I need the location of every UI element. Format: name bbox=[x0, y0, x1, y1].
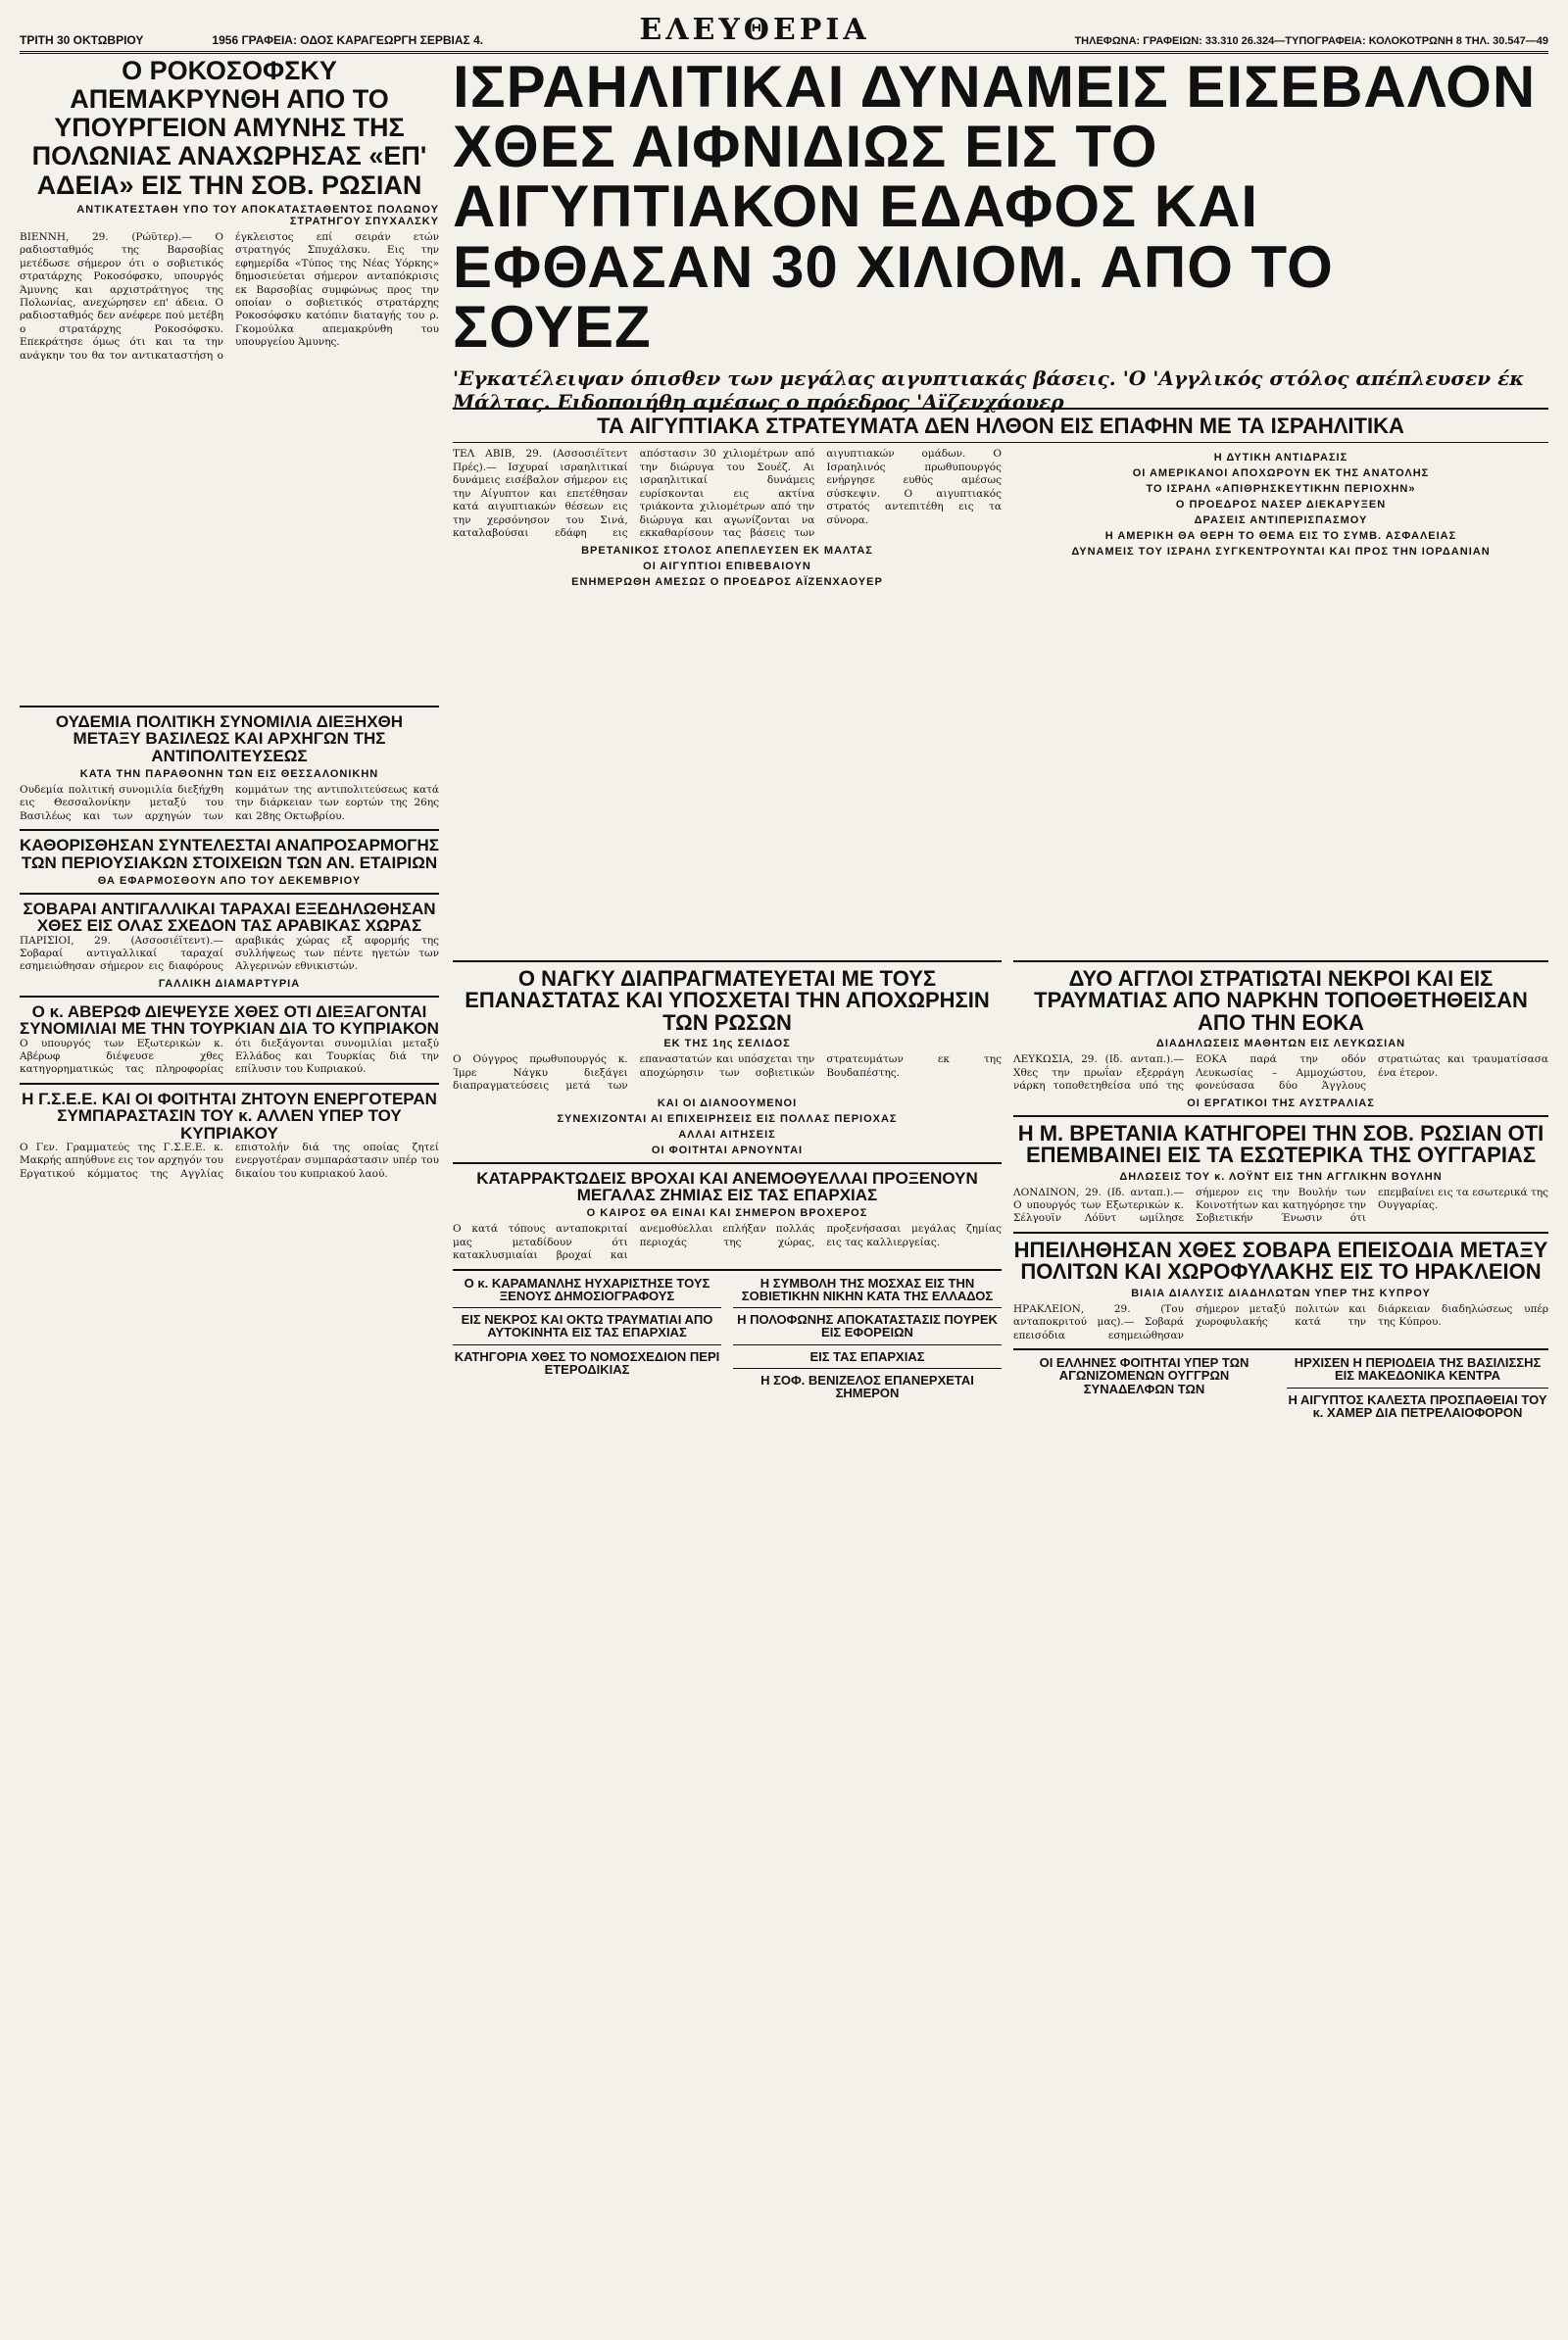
eoka-sub-australia: ΟΙ ΕΡΓΑΤΙΚΟΙ ΤΗΣ ΑΥΣΤΡΑΛΙΑΣ bbox=[1187, 1097, 1375, 1109]
egypt-sub-confirm: ΟΙ ΑΙΓΥΠΤΙΟΙ ΕΠΙΒΕΒΑΙΟΥΝ bbox=[643, 560, 811, 572]
oil-headline: Η ΑΙΓΥΠΤΟΣ ΚΑΛΕΣΤΑ ΠΡΟΣΠΑΘΕΙΑΙ ΤΟΥ κ. ΧΑΜΕΡ ΔΙΑ ΠΕΤΡΕΛΑΙΟΦΟΡΟΝ bbox=[1288, 1391, 1547, 1420]
eoka-sub: ΔΙΑΔΗΛΩΣΕΙΣ ΜΑΘΗΤΩΝ ΕΙΣ ΛΕΥΚΩΣΙΑΝ bbox=[1155, 1038, 1406, 1050]
averoff-body: Ο υπουργός των Εξωτερικών κ. Αβέρωφ διέψευσε χθες κατηγορηματικώς τας πληροφορίας ότι διεξάγονται συνομιλίαι μεταξύ Ελλάδος και Τουρκίας διά την επίλυσιν του Κυπριακού. bbox=[20, 1037, 439, 1076]
nagy-sub-intellectuals: ΚΑΙ ΟΙ ΔΙΑΝΟΟΥΜΕΝΟΙ bbox=[657, 1097, 798, 1109]
king-story-sub: ΚΑΤΑ ΤΗΝ ΠΑΡΑΘΟΝΗΝ ΤΩΝ ΕΙΣ ΘΕΣΣΑΛΟΝΙΚΗΝ bbox=[79, 767, 379, 780]
right-column bbox=[1013, 954, 1548, 1419]
king-story-headline: ΟΥΔΕΜΙΑ ΠΟΛΙΤΙΚΗ ΣΥΝΟΜΙΛΙΑ ΔΙΕΞΗΧΘΗ ΜΕΤΑΞΥ ΒΑΣΙΛΕΩΣ ΚΑΙ ΑΡΧΗΓΩΝ ΤΗΣ ΑΝΤΙΠΟΛΙΤΕΥΣΕΩΣ bbox=[55, 712, 404, 765]
eoka-headline: ΔΥΟ ΑΓΓΛΟΙ ΣΤΡΑΤΙΩΤΑΙ ΝΕΚΡΟΙ ΚΑΙ ΕΙΣ ΤΡΑΥΜΑΤΙΑΣ ΑΠΟ ΝΑΡΚΗΝ ΤΟΠΟΘΕΤΗΘΕΙΣΑΝ ΑΠΟ ΤΗΝ ΕΟΚΑ bbox=[1034, 966, 1528, 1035]
rain-body: Ο κατά τόπους ανταποκριταί μας μεταδίδουν ότι κατακλυσμιαίαι βροχαί και ανεμοθύελλαι επλήξαν πολλάς περιοχάς της χώρας, προξενήσασαι μεγάλας ζημίας εις τας καλλιεργείας. bbox=[453, 1223, 1002, 1262]
nagy-sub: ΕΚ ΤΗΣ 1ης ΣΕΛΙΔΟΣ bbox=[663, 1038, 791, 1050]
egypt-sub-security-council: Η ΑΜΕΡΙΚΗ ΘΑ ΘΕΡΗ ΤΟ ΘΕΜΑ ΕΙΣ ΤΟ ΣΥΜΒ. ΑΣΦΑΛΕΙΑΣ bbox=[1104, 530, 1457, 543]
egypt-sub-americans: ΟΙ ΑΜΕΡΙΚΑΝΟΙ ΑΠΟΧΩΡΟΥΝ ΕΚ ΤΗΣ ΑΝΑΤΟΛΗΣ bbox=[1132, 467, 1430, 480]
accident-headline: ΕΙΣ ΝΕΚΡΟΣ ΚΑΙ ΟΚΤΩ ΤΡΑΥΜΑΤΙΑΙ ΑΠΟ ΑΥΤΟΚΙΝΗΤΑ ΕΙΣ ΤΑΣ ΕΠΑΡΧΙΑΣ bbox=[461, 1312, 713, 1341]
provinces-headline: ΕΙΣ ΤΑΣ ΕΠΑΡΧΙΑΣ bbox=[809, 1348, 925, 1364]
egypt-feature bbox=[453, 402, 1548, 592]
rokossovsky-story bbox=[20, 57, 439, 363]
venizelos-headline: Η ΣΟΦ. ΒΕΝΙΖΕΛΟΣ ΕΠΑΝΕΡΧΕΤΑΙ ΣΗΜΕΡΟΝ bbox=[760, 1372, 974, 1401]
heraklion-body: ΗΡΑΚΛΕΙΟΝ, 29. (Του ανταποκριτού μας).— Σοβαρά επεισόδια εσημειώθησαν σήμερον μεταξύ πολιτών και χωροφυλακής κατά την διάρκειαν διαδηλώσεως υπέρ της Κύπρου. bbox=[1013, 1302, 1548, 1341]
israel-banner bbox=[453, 54, 1548, 417]
companies-sub: ΘΑ ΕΦΑΡΜΟΣΘΟΥΝ ΑΠΟ ΤΟΥ ΔΕΚΕΜΒΡΙΟΥ bbox=[97, 874, 362, 887]
newspaper-title: ΕΛΕΥΘΕΡΙΑ bbox=[639, 13, 870, 47]
rokossovsky-subhead: ΑΝΤΙΚΑΤΕΣΤΑΘΗ ΥΠΟ ΤΟΥ ΑΠΟΚΑΤΑΣΤΑΘΕΝΤΟΣ ΠΟΛΩΝΟΥ ΣΤΡΑΤΗΓΟΥ ΣΠΥΧΑΛΣΚΥ bbox=[76, 203, 439, 227]
arab-riots-body: ΠΑΡΙΣΙΟΙ, 29. (Ασσοσιέϊτεντ).— Σοβαραί αντιγαλλικαί ταραχαί εσημειώθησαν σήμερον εις διαφόρους αραβικάς χώρας εξ αφορμής της συλλήψεως των πέντε ηγετών των Αλγερινών εθνικιστών. bbox=[20, 934, 439, 973]
arab-riots-sub: ΓΑΛΛΙΚΗ ΔΙΑΜΑΡΤΥΡΙΑ bbox=[158, 977, 301, 990]
egypt-sub-eisenhower: ΕΝΗΜΕΡΩΘΗ ΑΜΕΣΩΣ Ο ΠΡΟΕΔΡΟΣ ΑΪΖΕΝΧΑΟΥΕΡ bbox=[571, 575, 883, 588]
eoka-body: ΛΕΥΚΩΣΙΑ, 29. (Ιδ. ανταπ.).— Χθες την πρωΐαν εξερράγη νάρκη τοποθετηθείσα υπό της ΕΟΚΑ παρά την οδόν Λευκωσίας – Αμμοχώστου, φονεύσασα δύο Άγγλους στρατιώτας και τραυματίσασα ένα έτερον. bbox=[1013, 1053, 1548, 1093]
queen-headline: ΗΡΧΙΣΕΝ Η ΠΕΡΙΟΔΕΙΑ ΤΗΣ ΒΑΣΙΛΙΣΣΗΣ ΕΙΣ ΜΑΚΕΔΟΝΙΚΑ ΚΕΝΤΡΑ bbox=[1294, 1355, 1542, 1384]
heterodikia-headline: ΚΑΤΗΓΟΡΙΑ ΧΘΕΣ ΤΟ ΝΟΜΟΣΧΕΔΙΟΝ ΠΕΡΙ ΕΤΕΡΟΔΙΚΙΑΣ bbox=[454, 1348, 720, 1377]
middle-column bbox=[453, 954, 1002, 1399]
king-story-body: Ουδεμία πολιτική συνομιλία διεξήχθη εις Θεσσαλονίκην μεταξύ του Βασιλέως και των αρχηγών των κομμάτων της αντιπολιτεύσεως κατά την διάρκειαν των εορτών της 26ης και 28ης Οκτωβρίου. bbox=[20, 783, 439, 822]
left-column bbox=[20, 700, 439, 1181]
office-address: 1956 ΓΡΑΦΕΙΑ: ΟΔΟΣ ΚΑΡΑΓΕΩΡΓΗ ΣΕΡΒΙΑΣ 4. bbox=[212, 33, 484, 47]
egypt-sub-jordan: ΔΥΝΑΜΕΙΣ ΤΟΥ ΙΣΡΑΗΛ ΣΥΓΚΕΝΤΡΟΥΝΤΑΙ ΚΑΙ ΠΡΟΣ ΤΗΝ ΙΟΡΔΑΝΙΑΝ bbox=[1071, 546, 1491, 559]
heraklion-sub: ΒΙΑΙΑ ΔΙΑΛΥΣΙΣ ΔΙΑΔΗΛΩΤΩΝ ΥΠΕΡ ΤΗΣ ΚΥΠΡΟΥ bbox=[1131, 1287, 1431, 1299]
rokossovsky-body: ΒΙΕΝΝΗ, 29. (Ρώϋτερ).— Ο ραδιοσταθμός της Βαρσοβίας μετέδωσε σήμερον ότι ο σοβιετικός στρατάρχης Ροκοσόφσκυ, υπουργός Άμυνης και αρχιστράτηγος της Πολωνίας, ανεχώρησεν επ' άδεια. Ο ραδιοσταθμός δεν ανέφερε πού μετέβη ο στρατάρχης Ροκοσόφσκυ. Επεκράτησε όμως ότι και τα την ανάγκην του θα τον αντικαταστήση ο έγκλειστος επί σειράν ετών στρατηγός Σπυχάλσκυ. Εις την εφημερίδα «Τύπος της Νέας Υόρκης» δημοσιεύεται σήμερον ανταπόκρισις εκ Βαρσοβίας συμφώνως προς την οποίαν ο σοβιετικός στρατάρχης Ροκοσόφσκυ κατόπιν διαταγής του ρ. Γκομούλκα απεμακρύνθη του υπουργείου Άμυνης. bbox=[20, 230, 439, 362]
rokossovsky-headline: Ο ΡΟΚΟΣΟΦΣΚΥ ΑΠΕΜΑΚΡΥΝΘΗ ΑΠΟ ΤΟ ΥΠΟΥΡΓΕΙΟΝ ΑΜΥΝΗΣ ΤΗΣ ΠΟΛΩΝΙΑΣ ΑΝΑΧΩΡΗΣΑΣ «ΕΠ' ΑΔΕΙΑ» ΕΙΣ ΤΗΝ ΣΟΒ. ΡΩΣΙΑΝ bbox=[31, 56, 427, 200]
masthead bbox=[20, 14, 1548, 54]
gsee-body: Ο Γεν. Γραμματεύς της Γ.Σ.Ε.Ε. κ. Μακρής απηύθυνε εις τον αρχηγόν του Εργατικού κόμματος της Αγγλίας επιστολήν διά της οποίας ζητεί ενεργοτέραν συμπαράστασιν υπέρ του δικαίου του κυπριακού λαού. bbox=[20, 1141, 439, 1180]
rain-headline: ΚΑΤΑΡΡΑΚΤΩΔΕΙΣ ΒΡΟΧΑΙ ΚΑΙ ΑΝΕΜΟΘΥΕΛΛΑΙ ΠΡΟΞΕΝΟΥΝ ΜΕΓΑΛΑΣ ΖΗΜΙΑΣ ΕΙΣ ΤΑΣ ΕΠΑΡΧΙΑΣ bbox=[476, 1168, 978, 1204]
britain-sub: ΔΗΛΩΣΕΙΣ ΤΟΥ κ. ΛΟΫΝΤ ΕΙΣ ΤΗΝ ΑΓΓΛΙΚΗΝ ΒΟΥΛΗΝ bbox=[1119, 1170, 1443, 1183]
newspaper-page bbox=[20, 14, 1548, 2307]
egypt-sub-nasser: Ο ΠΡΟΕΔΡΟΣ ΝΑΣΕΡ ΔΙΕΚΑΡΥΞΕΝ bbox=[1175, 499, 1387, 512]
rain-sub: Ο ΚΑΙΡΟΣ ΘΑ ΕΙΝΑΙ ΚΑΙ ΣΗΜΕΡΟΝ ΒΡΟΧΕΡΟΣ bbox=[586, 1207, 868, 1220]
egypt-headline: ΤΑ ΑΙΓΥΠΤΙΑΚΑ ΣΤΡΑΤΕΥΜΑΤΑ ΔΕΝ ΗΛΘΟΝ ΕΙΣ ΕΠΑΦΗΝ ΜΕ ΤΑ ΙΣΡΑΗΛΙΤΙΚΑ bbox=[597, 414, 1404, 438]
heraklion-headline: ΗΠΕΙΛΗΘΗΣΑΝ ΧΘΕΣ ΣΟΒΑΡΑ ΕΠΕΙΣΟΔΙΑ ΜΕΤΑΞΥ ΠΟΛΙΤΩΝ ΚΑΙ ΧΩΡΟΦΥΛΑΚΗΣ ΕΙΣ ΤΟ ΗΡΑΚΛΕΙΟΝ bbox=[1013, 1237, 1548, 1285]
britain-body: ΛΟΝΔΙΝΟΝ, 29. (Ιδ. ανταπ.).— Ο υπουργός των Εξωτερικών κ. Σέλγουϊν Λόϋντ ωμίλησε σήμερον εις την Βουλήν των Κοινοτήτων και κατηγόρησε την Σοβιετικήν Ένωσιν ότι επεμβαίνει εις τα εσωτερικά της Ουγγαρίας. bbox=[1013, 1186, 1548, 1225]
egypt-sub-israel: ΤΟ ΙΣΡΑΗΛ «ΑΠΙΘΡΗΣΚΕΥΤΙΚΗΝ ΠΕΡΙΟΧΗΝ» bbox=[1146, 483, 1416, 496]
masthead-left bbox=[20, 33, 568, 47]
issue-date: ΤΡΙΤΗ 30 ΟΚΤΩΒΡΙΟΥ bbox=[20, 33, 144, 47]
nagy-sub-demands: ΑΛΛΑΙ ΑΙΤΗΣΕΙΣ bbox=[678, 1128, 776, 1141]
egypt-sub-fleet: ΒΡΕΤΑΝΙΚΟΣ ΣΤΟΛΟΣ ΑΠΕΠΛΕΥΣΕΝ ΕΚ ΜΑΛΤΑΣ bbox=[581, 544, 873, 557]
moscow-headline: Η ΣΥΜΒΟΛΗ ΤΗΣ ΜΟΣΧΑΣ ΕΙΣ ΤΗΝ ΣΟΒΙΕΤΙΚΗΝ ΝΙΚΗΝ ΚΑΤΑ ΤΗΣ ΕΛΛΑΔΟΣ bbox=[741, 1275, 994, 1303]
banner-deck: 'Εγκατέλειψαν όπισθεν των μεγάλας αιγυπτιακάς βάσεις. 'Ο 'Αγγλικός στόλος απέπλευσεν έκ Μάλτας. Ειδοποιήθη αμέσως ο πρόεδρος 'Αϊζενχάουερ bbox=[453, 366, 1525, 414]
britain-headline: Η Μ. ΒΡΕΤΑΝΙΑ ΚΑΤΗΓΟΡΕΙ ΤΗΝ ΣΟΒ. ΡΩΣΙΑΝ ΟΤΙ ΕΠΕΜΒΑΙΝΕΙ ΕΙΣ ΤΑ ΕΣΩΤΕΡΙΚΑ ΤΗΣ ΟΥΓΓΑΡΙΑΣ bbox=[1017, 1120, 1544, 1168]
egypt-sub-west: Η ΔΥΤΙΚΗ ΑΝΤΙΔΡΑΣΙΣ bbox=[1213, 452, 1348, 464]
tax-headline: Η ΠΟΛΟΦΩΝΗΣ ΑΠΟΚΑΤΑΣΤΑΣΙΣ ΠΟΥΡΕΚ ΕΙΣ ΕΦΟΡΕΙΩΝ bbox=[737, 1312, 998, 1341]
karamanlis-headline: Ο κ. ΚΑΡΑΜΑΝΛΗΣ ΗΥΧΑΡΙΣΤΗΣΕ ΤΟΥΣ ΞΕΝΟΥΣ ΔΗΜΟΣΙΟΓΡΑΦΟΥΣ bbox=[464, 1275, 710, 1303]
egypt-sub-diversion: ΔΡΑΣΕΙΣ ΑΝΤΙΠΕΡΙΣΠΑΣΜΟΥ bbox=[1194, 514, 1368, 527]
averoff-headline: Ο κ. ΑΒΕΡΩΦ ΔΙΕΨΕΥΣΕ ΧΘΕΣ ΟΤΙ ΔΙΕΞΑΓΟΝΤΑΙ ΣΥΝΟΜΙΛΙΑΙ ΜΕ ΤΗΝ ΤΟΥΡΚΙΑΝ ΔΙΑ ΤΟ ΚΥΠΡΙΑΚΟΝ bbox=[20, 1001, 439, 1039]
nagy-sub-operations: ΣΥΝΕΧΙΖΟΝΤΑΙ ΑΙ ΕΠΙΧΕΙΡΗΣΕΙΣ ΕΙΣ ΠΟΛΛΑΣ ΠΕΡΙΟΧΑΣ bbox=[557, 1112, 898, 1125]
students-headline: ΟΙ ΕΛΛΗΝΕΣ ΦΟΙΤΗΤΑΙ ΥΠΕΡ ΤΩΝ ΑΓΩΝΙΖΟΜΕΝΩΝ ΟΥΓΓΡΩΝ ΣΥΝΑΔΕΛΦΩΝ ΤΩΝ bbox=[1039, 1355, 1250, 1396]
arab-riots-headline: ΣΟΒΑΡΑΙ ΑΝΤΙΓΑΛΛΙΚΑΙ ΤΑΡΑΧΑΙ ΕΞΕΔΗΛΩΘΗΣΑΝ ΧΘΕΣ ΕΙΣ ΟΛΑΣ ΣΧΕΔΟΝ ΤΑΣ ΑΡΑΒΙΚΑΣ ΧΩΡΑΣ bbox=[23, 899, 436, 936]
companies-headline: ΚΑΘΟΡΙΣΘΗΣΑΝ ΣΥΝΤΕΛΕΣΤΑΙ ΑΝΑΠΡΟΣΑΡΜΟΓΗΣ ΤΩΝ ΠΕΡΙΟΥΣΙΑΚΩΝ ΣΤΟΙΧΕΙΩΝ ΤΩΝ ΑΝ. ΕΤΑΙΡΙΩΝ bbox=[20, 836, 439, 872]
nagy-body: Ο Ούγγρος πρωθυπουργός κ. Ίμρε Νάγκυ διεξάγει διαπραγματεύσεις μετά των επαναστατών και υπόσχεται την αποχώρησιν των σοβιετικών στρατευμάτων εκ της Βουδαπέστης. bbox=[453, 1053, 1002, 1093]
phone-numbers: ΤΗΛΕΦΩΝΑ: ΓΡΑΦΕΙΩΝ: 33.310 26.324—ΤΥΠΟΓΡΑΦΕΙΑ: ΚΟΛΟΚΟΤΡΩΝΗ 8 ΤΗΛ. 30.547—49 bbox=[1074, 35, 1548, 47]
banner-headline: ΙΣΡΑΗΛΙΤΙΚΑΙ ΔΥΝΑΜΕΙΣ ΕΙΣΕΒΑΛΟΝ ΧΘΕΣ ΑΙΦΝΙΔΙΩΣ ΕΙΣ ΤΟ ΑΙΓΥΠΤΙΑΚΟΝ ΕΔΑΦΟΣ ΚΑΙ ΕΦΘΑΣΑΝ 30 ΧΙΛΙΟΜ. ΑΠΟ ΤΟ ΣΟΥΕΖ bbox=[453, 54, 1537, 360]
egypt-body: ΤΕΛ ΑΒΙΒ, 29. (Ασσοσιέϊτεντ Πρές).— Ισχυραί ισραηλιτικαί δυνάμεις εισέβαλον σήμερον εις την Αίγυπτον και επετέθησαν κατά αιγυπτιακών θέσεων εις την χερσόνησον του Σινά, καταλαβούσαι εδάφη εις απόστασιν 30 χιλιομέτρων από την διώρυγα του Σουέζ. Αι ισραηλιτικαί δυνάμεις ευρίσκονται εις ακτίνα τριάκοντα χιλιομέτρων από την διώρυγα και αγωνίζονται να εκκαθαρίσουν τας βάσεις των αιγυπτιακών ομάδων. Ο Ισραηλινός πρωθυπουργός ενήργησε ευθύς αμέσως σύσκεψιν. Ο αιγυπτιακός στρατός αντεπιτέθη εις τα σύνορα. bbox=[453, 448, 1002, 540]
nagy-sub-students: ΟΙ ΦΟΙΤΗΤΑΙ ΑΡΝΟΥΝΤΑΙ bbox=[651, 1144, 804, 1156]
nagy-headline: Ο ΝΑΓΚΥ ΔΙΑΠΡΑΓΜΑΤΕΥΕΤΑΙ ΜΕ ΤΟΥΣ ΕΠΑΝΑΣΤΑΤΑΣ ΚΑΙ ΥΠΟΣΧΕΤΑΙ ΤΗΝ ΑΠΟΧΩΡΗΣΙΝ ΤΩΝ ΡΩΣΩΝ bbox=[465, 966, 990, 1035]
gsee-headline: Η Γ.Σ.Ε.Ε. ΚΑΙ ΟΙ ΦΟΙΤΗΤΑΙ ΖΗΤΟΥΝ ΕΝΕΡΓΟΤΕΡΑΝ ΣΥΜΠΑΡΑΣΤΑΣΙΝ ΤΟΥ κ. ΑΛΛΕΝ ΥΠΕΡ ΤΟΥ ΚΥΠΡΙΑΚΟΥ bbox=[22, 1089, 437, 1143]
